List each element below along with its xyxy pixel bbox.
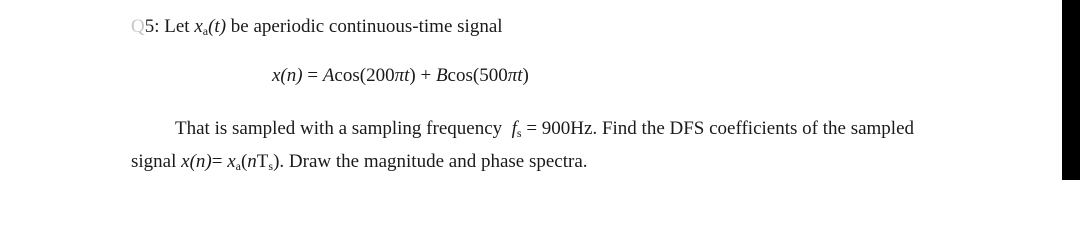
coefficient-a: A [322,65,335,86]
question-line [131,15,503,39]
sampled-equals: = [211,151,223,172]
close-paren: ). [273,151,285,172]
question-number-faded: Q [131,16,145,37]
cos-term-1: cos(200 [334,65,395,86]
n-variable: n [247,151,257,172]
paragraph-text-2b: Draw the magnitude and phase spectra. [288,151,588,172]
question-text: be aperiodic continuous-time signal [230,16,503,37]
right-edge-strip [1062,0,1080,180]
paragraph-text-1a: That is sampled with a sampling frequency [175,118,503,139]
question-number: 5 [144,16,155,37]
cos-term-2: cos(500 [447,65,508,86]
period-subscript: s [268,159,274,173]
paragraph-line-2 [131,150,588,174]
sampling-freq-symbol: f [511,118,517,139]
sampled-signal: x(n) [181,151,212,172]
analog-signal-subscript: a [235,159,241,173]
signal-symbol: x [194,16,203,37]
coefficient-b: B [435,65,448,86]
paragraph-text-2a: signal [131,151,177,172]
open-paren: ( [240,151,248,172]
time-var-2: t [517,65,523,86]
paragraph-text-1b: = 900Hz. Find the DFS coefficients of the sampled [526,118,915,139]
close-paren-1: ) [409,65,416,86]
sampling-freq-subscript: s [516,126,522,140]
pi-symbol-2: π [507,65,518,86]
equation-equals: = [307,65,319,86]
signal-subscript: a [202,24,209,38]
plus-sign: + [420,65,432,86]
signal-equation [272,64,529,88]
equation-lhs: x(n) [272,65,303,86]
paragraph-line-1 [175,117,914,141]
question-colon: : [154,16,160,37]
signal-argument: (t) [208,16,227,37]
period-symbol: T [256,151,269,172]
time-var-1: t [404,65,410,86]
question-intro: Let [164,16,190,37]
pi-symbol-1: π [394,65,405,86]
close-paren-2: ) [522,65,529,86]
analog-signal-symbol: x [227,151,236,172]
